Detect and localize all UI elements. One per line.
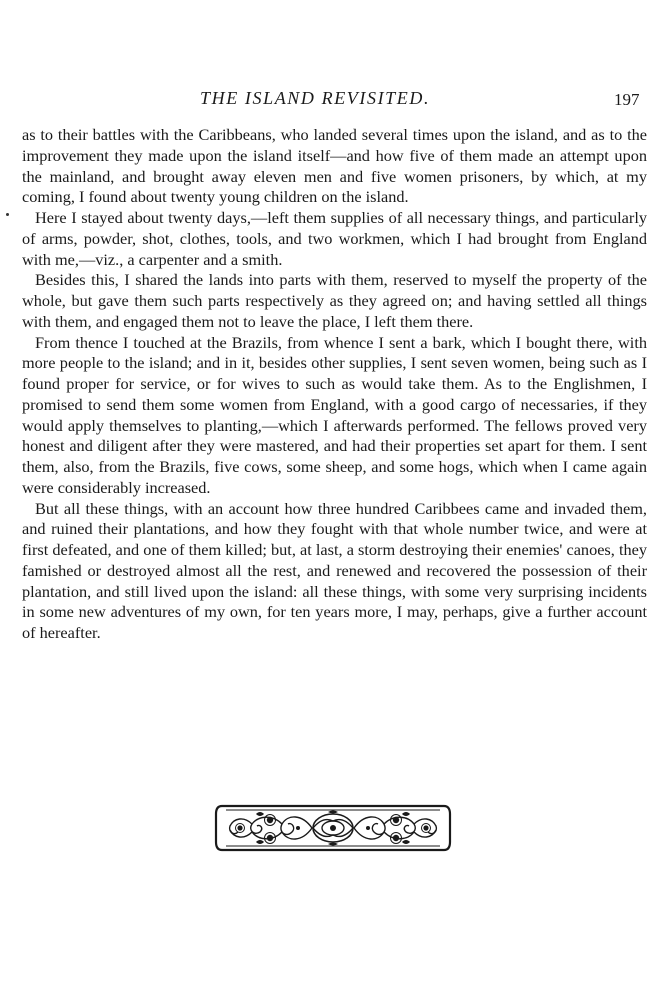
paragraph-5: But all these things, with an account how three hundred Caribbees came and invaded them, and ruined their plantations, and how they fought with that whole number twice, and were at first defeated, and one of them killed; but, at last, a storm destroying their enemies' canoes, they famished or destroyed almost all the rest, and renewed and recovered the possession of their plantation, and still lived upon the island: all these things, with some very surprising incidents in some new adventures of my own, for ten years more, I may, perhaps, give a further account of hereafter.	[22, 498, 647, 642]
body-text	[22, 125, 647, 644]
paragraph-3: Besides this, I shared the lands into parts with them, reserved to myself the property of the whole, but gave them such parts respectively as they agreed on; and having settled all things with them, and engaged them not to leave the place, I left them there.	[22, 270, 647, 331]
paragraph-4: From thence I touched at the Brazils, from whence I sent a bark, which I bought there, with more people to the island; and in it, besides other supplies, I sent seven women, being such as I found proper for service, or for wives to such as would take them. As to the Englishmen, I promised to send them some women from England, with a good cargo of necessaries, if they would apply themselves to planting,—which I afterwards performed. The fellows proved very honest and diligent after they were mastered, and had their properties set apart for them. I sent them, also, from the Brazils, five cows, some sheep, and some hogs, which when I came again were considerably increased.	[22, 332, 647, 497]
paragraph-2: Here I stayed about twenty days,—left them supplies of all necessary things, and particularly of arms, powder, shot, clothes, tools, and two workmen, which I had brought from England with me,—viz., a carpenter and a smith.	[22, 208, 647, 269]
page-number: 197	[614, 90, 640, 109]
running-title: THE ISLAND REVISITED.	[200, 88, 431, 108]
running-head	[0, 86, 667, 110]
ornament-icon	[212, 800, 454, 856]
margin-dot	[6, 213, 9, 216]
tailpiece-ornament	[212, 800, 454, 856]
paragraph-1: as to their battles with the Caribbeans, who landed several times upon the island, and as to the improvement they made upon the island itself—and how five of them made an attempt upon the mainland, and brought away eleven men and five women prisoners, by which, at my coming, I found about twenty young children on the island.	[22, 125, 647, 207]
